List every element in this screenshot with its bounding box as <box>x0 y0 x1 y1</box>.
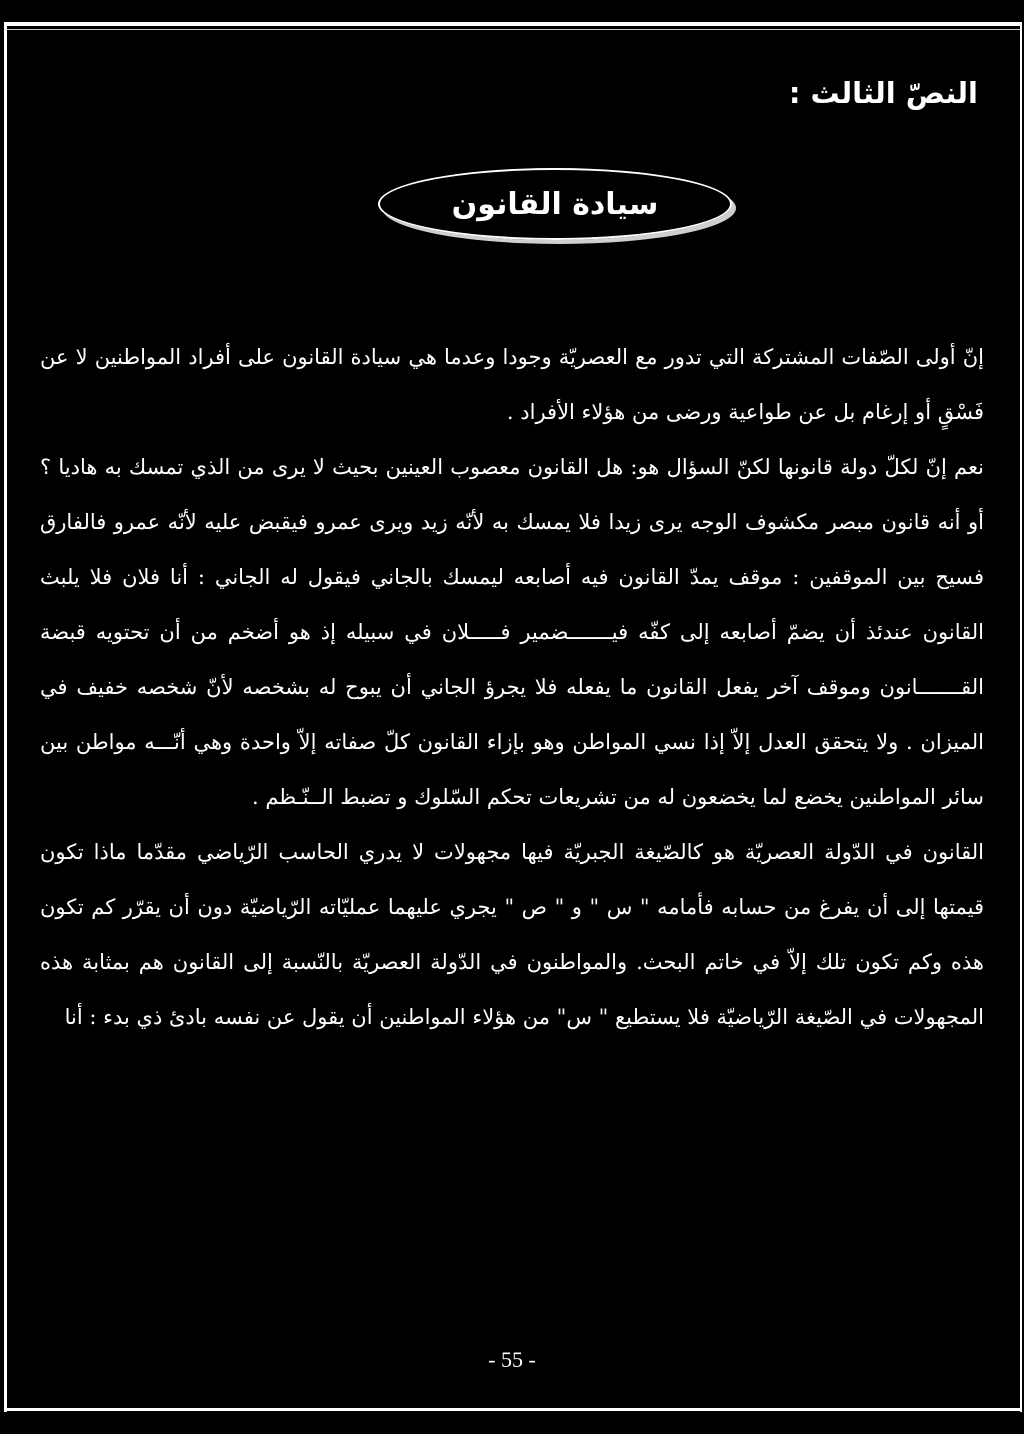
page-border-top-inner <box>4 29 1020 30</box>
page-title: سيادة القانون <box>451 186 659 222</box>
paragraph-law-question: نعم إنّ لكلّ دولة قانونها لكنّ السؤال هو: هل القانون معصوب العينين بحيث لا يرى من الذي تمسك به هاديا ؟ أو أنه قانون مبصر مكشوف الوجه يرى زيدا فلا يمسك به لأنّه زيد ويرى عمرو فيقبض عليه لأنّه عمرو فالفارق فسيح بين الموقفين : موقف يمدّ القانون فيه أصابعه ليمسك بالجاني فيقول له الجاني : أنا فلان فلا يلبث القانون عندئذ أن يضمّ أصابعه إلى كفّه فيـــــــضمير فـــــلان في سبيله إذ هو أضخم من أن تحتويه قبضة القـــــــانون وموقف آخر يفعل القانون ما يفعله فلا يجرؤ الجاني أن يبوح له بشخصه لأنّ شخصه خفيف في الميزان . ولا يتحقق العدل إلاّ إذا نسي المواطن وهو بإزاء القانون كلّ صفاته إلاّ واحدة وهي أنّـــه مواطن بين سائر المواطنين يخضع لما يخضعون له من تشريعات تحكم السّلوك و تضبط الــنّـظم . <box>40 455 984 809</box>
paragraph-intro: إنّ أولى الصّفات المشتركة التي تدور مع العصريّة وجودا وعدما هي سيادة القانون على أفراد المواطنين لا عن فَسْقٍ أو إرغام بل عن طواعية ورضى من هؤلاء الأفراد . <box>40 345 984 424</box>
section-heading: النصّ الثالث : <box>788 76 978 110</box>
paragraph-algebra-analogy: القانون في الدّولة العصريّة هو كالصّيغة الجبريّة فيها مجهولات لا يدري الحاسب الرّياضي مقدّما ماذا تكون قيمتها إلى أن يفرغ من حسابه فأمامه " س " و " ص " يجري عليهما عمليّاته الرّياضيّة دون أن يقرّر كم تكون هذه وكم تكون تلك إلاّ في خاتم البحث. والمواطنون في الدّولة العصريّة بالنّسبة إلى القانون هم بمثابة هذه المجهولات في الصّيغة الرّياضيّة فلا يستطيع " س" من هؤلاء المواطنين أن يقول عن نفسه بادئ ذي بدء : أنا <box>40 840 984 1029</box>
page-border-right <box>1020 22 1022 1412</box>
page-border-bottom <box>4 1408 1020 1411</box>
body-text <box>40 330 984 1045</box>
page-border-top <box>4 22 1020 26</box>
page-border-left <box>4 22 7 1412</box>
title-ellipse <box>378 168 732 240</box>
page-number: - 55 - <box>488 1347 536 1372</box>
